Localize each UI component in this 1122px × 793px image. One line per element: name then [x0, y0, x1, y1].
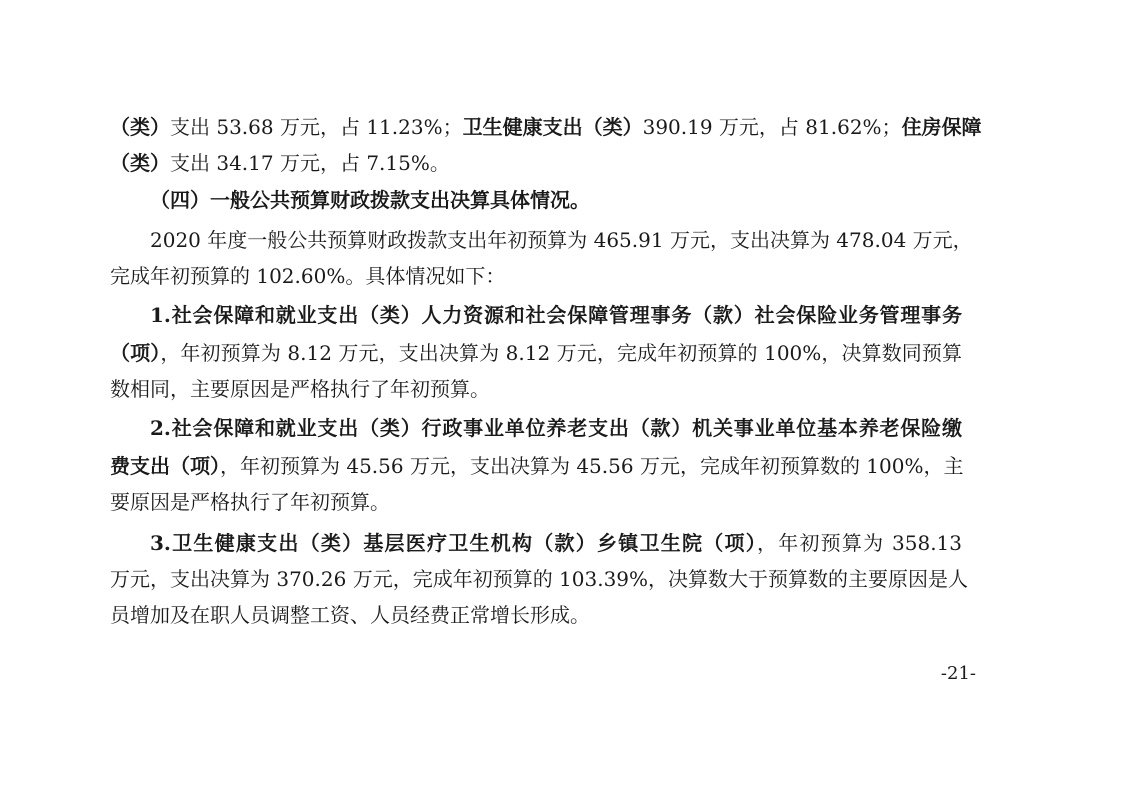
text-line [110, 372, 962, 406]
section-heading [150, 183, 962, 217]
text-line [110, 110, 982, 144]
item-heading [150, 411, 962, 445]
text-segment: （四）一般公共预算财政拨款支出决算具体情况。 [150, 188, 590, 212]
text-segment: 3.卫生健康支出（类）基层医疗卫生机构（款）乡镇卫生院（项） [150, 531, 757, 555]
text-line [110, 449, 962, 483]
text-line [110, 146, 962, 180]
text-segment: ，年初预算为 358.13 [756, 531, 962, 555]
item-heading [150, 298, 962, 332]
text-segment: 费支出（项） [110, 454, 220, 478]
text-segment: 1.社会保障和就业支出（类）人力资源和社会保障管理事务（款）社会保险业务管理事务 [150, 303, 962, 327]
text-line [110, 336, 962, 370]
text-segment: ，年初预算为 45.56 万元，支出决算为 45.56 万元，完成年初预算数的 100%，主 [220, 454, 964, 478]
text-line [110, 485, 962, 519]
item-heading [150, 526, 962, 560]
text-segment: 员增加及在职人员调整工资、人员经费正常增长形成。 [110, 603, 590, 627]
text-segment: 住房保障 [901, 115, 982, 139]
text-segment: 2020 年度一般公共预算财政拨款支出年初预算为 465.91 万元，支出决算为 478.04 万元， [150, 228, 973, 252]
page-number: -21- [940, 663, 976, 684]
text-segment: 390.19 万元，占 81.62%； [642, 115, 902, 139]
text-segment: 数相同，主要原因是严格执行了年初预算。 [110, 377, 490, 401]
text-segment: 万元，支出决算为 370.26 万元，完成年初预算的 103.39%，决算数大于预算数的主要原因是人 [110, 567, 969, 591]
text-segment: （类） [110, 115, 170, 139]
text-segment: （类） [110, 151, 170, 175]
text-line [110, 598, 962, 632]
text-segment: 支出 53.68 万元，占 11.23%； [170, 115, 463, 139]
text-segment: 完成年初预算的 102.60%。具体情况如下： [110, 264, 506, 288]
text-segment: 卫生健康支出（类） [462, 115, 643, 139]
text-line [110, 562, 969, 596]
text-segment: ，年初预算为 8.12 万元，支出决算为 8.12 万元，完成年初预算的 100%，决算数同预算 [160, 341, 963, 365]
text-segment: （项） [110, 341, 161, 365]
text-line [110, 259, 962, 293]
text-line [150, 223, 973, 257]
text-segment: 支出 34.17 万元，占 7.15%。 [170, 151, 450, 175]
text-segment: 要原因是严格执行了年初预算。 [110, 490, 390, 514]
text-segment: 2.社会保障和就业支出（类）行政事业单位养老支出（款）机关事业单位基本养老保险缴 [150, 416, 962, 440]
